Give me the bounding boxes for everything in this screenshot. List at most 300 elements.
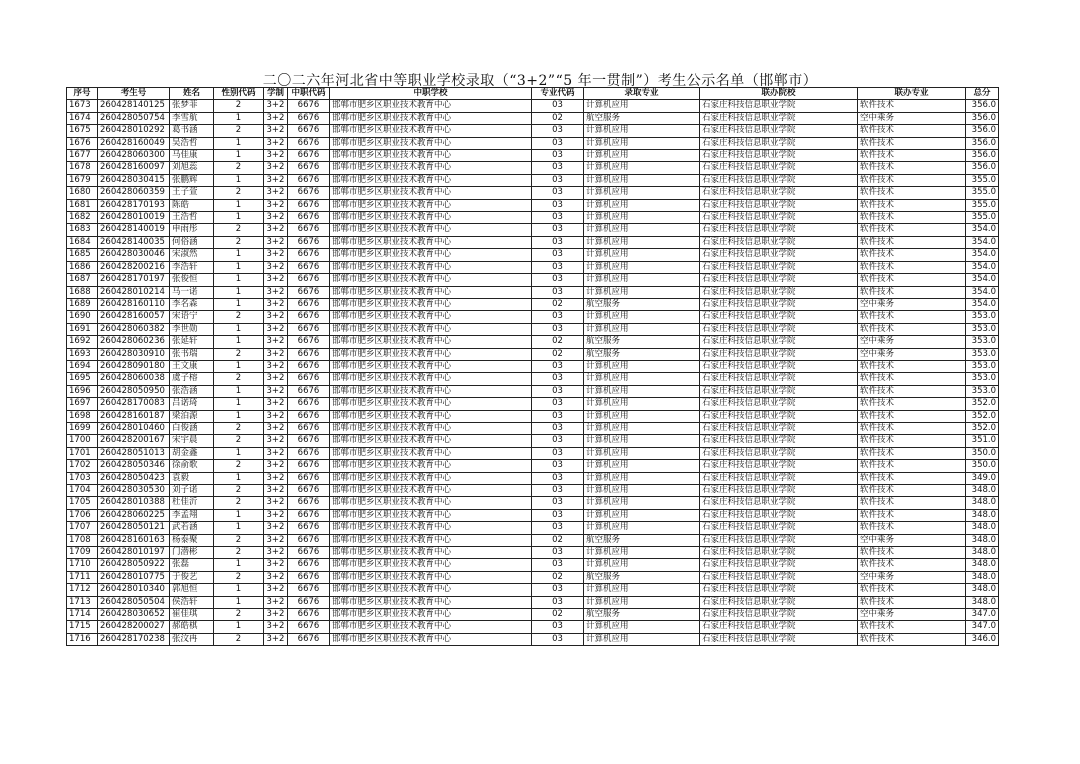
major-cell: 计算机应用 bbox=[584, 373, 700, 385]
total-score-cell: 348.0 bbox=[966, 559, 999, 571]
program-cell: 3+2 bbox=[264, 348, 288, 360]
partner-college-cell: 石家庄科技信息职业学院 bbox=[700, 298, 858, 310]
col-header-total-score: 总分 bbox=[966, 88, 999, 100]
name-cell: 吴浩哲 bbox=[170, 137, 214, 149]
partner-major-cell: 软件技术 bbox=[858, 162, 966, 174]
partner-college-cell: 石家庄科技信息职业学院 bbox=[700, 112, 858, 124]
major-code-cell: 03 bbox=[532, 212, 584, 224]
total-score-cell: 348.0 bbox=[966, 522, 999, 534]
name-cell: 袁毅 bbox=[170, 472, 214, 484]
major-code-cell: 02 bbox=[532, 298, 584, 310]
program-cell: 3+2 bbox=[264, 125, 288, 137]
table-row bbox=[67, 633, 999, 645]
name-cell: 侯浩轩 bbox=[170, 596, 214, 608]
partner-college-cell: 石家庄科技信息职业学院 bbox=[700, 472, 858, 484]
major-code-cell: 03 bbox=[532, 596, 584, 608]
major-code-cell: 03 bbox=[532, 373, 584, 385]
school-cell: 邯郸市肥乡区职业技术教育中心 bbox=[330, 584, 532, 596]
gender-code-cell: 1 bbox=[214, 336, 264, 348]
seq-cell: 1679 bbox=[67, 174, 98, 186]
name-cell: 武若涵 bbox=[170, 522, 214, 534]
total-score-cell: 355.0 bbox=[966, 212, 999, 224]
name-cell: 刘旭蕊 bbox=[170, 162, 214, 174]
exam-id-cell: 260428200027 bbox=[98, 621, 170, 633]
major-code-cell: 03 bbox=[532, 621, 584, 633]
school-cell: 邯郸市肥乡区职业技术教育中心 bbox=[330, 125, 532, 137]
gender-code-cell: 2 bbox=[214, 125, 264, 137]
name-cell: 张汶冉 bbox=[170, 633, 214, 645]
table-row bbox=[67, 596, 999, 608]
major-code-cell: 03 bbox=[532, 249, 584, 261]
seq-cell: 1686 bbox=[67, 261, 98, 273]
seq-cell: 1675 bbox=[67, 125, 98, 137]
total-score-cell: 354.0 bbox=[966, 224, 999, 236]
exam-id-cell: 260428050346 bbox=[98, 460, 170, 472]
school-code-cell: 6676 bbox=[288, 199, 330, 211]
exam-id-cell: 260428160187 bbox=[98, 410, 170, 422]
seq-cell: 1684 bbox=[67, 236, 98, 248]
school-cell: 邯郸市肥乡区职业技术教育中心 bbox=[330, 609, 532, 621]
program-cell: 3+2 bbox=[264, 112, 288, 124]
school-cell: 邯郸市肥乡区职业技术教育中心 bbox=[330, 547, 532, 559]
table-row bbox=[67, 460, 999, 472]
name-cell: 马佳康 bbox=[170, 150, 214, 162]
exam-id-cell: 260428050423 bbox=[98, 472, 170, 484]
major-cell: 计算机应用 bbox=[584, 633, 700, 645]
major-code-cell: 02 bbox=[532, 534, 584, 546]
school-cell: 邯郸市肥乡区职业技术教育中心 bbox=[330, 410, 532, 422]
partner-major-cell: 软件技术 bbox=[858, 398, 966, 410]
major-code-cell: 03 bbox=[532, 497, 584, 509]
school-cell: 邯郸市肥乡区职业技术教育中心 bbox=[330, 360, 532, 372]
major-code-cell: 02 bbox=[532, 348, 584, 360]
name-cell: 杜佳沂 bbox=[170, 497, 214, 509]
name-cell: 梁泊源 bbox=[170, 410, 214, 422]
school-code-cell: 6676 bbox=[288, 298, 330, 310]
exam-id-cell: 260428200216 bbox=[98, 261, 170, 273]
partner-major-cell: 软件技术 bbox=[858, 249, 966, 261]
seq-cell: 1677 bbox=[67, 150, 98, 162]
school-cell: 邯郸市肥乡区职业技术教育中心 bbox=[330, 522, 532, 534]
major-code-cell: 03 bbox=[532, 174, 584, 186]
col-header-name: 姓名 bbox=[170, 88, 214, 100]
gender-code-cell: 2 bbox=[214, 435, 264, 447]
exam-id-cell: 260428170238 bbox=[98, 633, 170, 645]
partner-major-cell: 软件技术 bbox=[858, 385, 966, 397]
school-code-cell: 6676 bbox=[288, 621, 330, 633]
total-score-cell: 356.0 bbox=[966, 100, 999, 112]
partner-college-cell: 石家庄科技信息职业学院 bbox=[700, 162, 858, 174]
gender-code-cell: 1 bbox=[214, 559, 264, 571]
partner-major-cell: 空中乘务 bbox=[858, 534, 966, 546]
program-cell: 3+2 bbox=[264, 336, 288, 348]
school-code-cell: 6676 bbox=[288, 596, 330, 608]
school-code-cell: 6676 bbox=[288, 360, 330, 372]
partner-college-cell: 石家庄科技信息职业学院 bbox=[700, 633, 858, 645]
partner-college-cell: 石家庄科技信息职业学院 bbox=[700, 336, 858, 348]
major-cell: 计算机应用 bbox=[584, 398, 700, 410]
major-cell: 计算机应用 bbox=[584, 286, 700, 298]
col-header-school-code: 中职代码 bbox=[288, 88, 330, 100]
partner-college-cell: 石家庄科技信息职业学院 bbox=[700, 236, 858, 248]
total-score-cell: 353.0 bbox=[966, 360, 999, 372]
major-cell: 计算机应用 bbox=[584, 559, 700, 571]
partner-college-cell: 石家庄科技信息职业学院 bbox=[700, 522, 858, 534]
seq-cell: 1709 bbox=[67, 547, 98, 559]
program-cell: 3+2 bbox=[264, 298, 288, 310]
total-score-cell: 347.0 bbox=[966, 609, 999, 621]
name-cell: 申雨彤 bbox=[170, 224, 214, 236]
program-cell: 3+2 bbox=[264, 398, 288, 410]
total-score-cell: 354.0 bbox=[966, 261, 999, 273]
exam-id-cell: 260428140125 bbox=[98, 100, 170, 112]
table-row bbox=[67, 373, 999, 385]
school-code-cell: 6676 bbox=[288, 162, 330, 174]
program-cell: 3+2 bbox=[264, 249, 288, 261]
partner-college-cell: 石家庄科技信息职业学院 bbox=[700, 460, 858, 472]
seq-cell: 1698 bbox=[67, 410, 98, 422]
partner-major-cell: 软件技术 bbox=[858, 261, 966, 273]
school-cell: 邯郸市肥乡区职业技术教育中心 bbox=[330, 274, 532, 286]
major-code-cell: 03 bbox=[532, 236, 584, 248]
major-code-cell: 03 bbox=[532, 311, 584, 323]
table-row bbox=[67, 559, 999, 571]
exam-id-cell: 260428170193 bbox=[98, 199, 170, 211]
seq-cell: 1700 bbox=[67, 435, 98, 447]
admission-table bbox=[66, 87, 999, 646]
school-code-cell: 6676 bbox=[288, 150, 330, 162]
major-cell: 计算机应用 bbox=[584, 422, 700, 434]
major-cell: 航空服务 bbox=[584, 112, 700, 124]
total-score-cell: 352.0 bbox=[966, 422, 999, 434]
col-header-exam-id: 考生号 bbox=[98, 88, 170, 100]
document-title: 二〇二六年河北省中等职业学校录取（“3+2”“5 年一贯制”）考生公示名单（邯郸市） bbox=[262, 73, 818, 89]
gender-code-cell: 2 bbox=[214, 609, 264, 621]
partner-college-cell: 石家庄科技信息职业学院 bbox=[700, 509, 858, 521]
major-cell: 计算机应用 bbox=[584, 224, 700, 236]
program-cell: 3+2 bbox=[264, 485, 288, 497]
gender-code-cell: 1 bbox=[214, 199, 264, 211]
total-score-cell: 353.0 bbox=[966, 336, 999, 348]
school-cell: 邯郸市肥乡区职业技术教育中心 bbox=[330, 298, 532, 310]
exam-id-cell: 260428170197 bbox=[98, 274, 170, 286]
exam-id-cell: 260428010292 bbox=[98, 125, 170, 137]
school-cell: 邯郸市肥乡区职业技术教育中心 bbox=[330, 100, 532, 112]
gender-code-cell: 1 bbox=[214, 447, 264, 459]
school-code-cell: 6676 bbox=[288, 435, 330, 447]
program-cell: 3+2 bbox=[264, 311, 288, 323]
seq-cell: 1699 bbox=[67, 422, 98, 434]
col-header-program: 学制 bbox=[264, 88, 288, 100]
name-cell: 宋语宁 bbox=[170, 311, 214, 323]
program-cell: 3+2 bbox=[264, 150, 288, 162]
major-code-cell: 03 bbox=[532, 633, 584, 645]
table-row bbox=[67, 336, 999, 348]
school-cell: 邯郸市肥乡区职业技术教育中心 bbox=[330, 286, 532, 298]
name-cell: 徐俞歌 bbox=[170, 460, 214, 472]
school-code-cell: 6676 bbox=[288, 249, 330, 261]
table-row bbox=[67, 348, 999, 360]
exam-id-cell: 260428160049 bbox=[98, 137, 170, 149]
school-code-cell: 6676 bbox=[288, 236, 330, 248]
major-code-cell: 03 bbox=[532, 435, 584, 447]
partner-major-cell: 软件技术 bbox=[858, 410, 966, 422]
name-cell: 虞子榕 bbox=[170, 373, 214, 385]
school-cell: 邯郸市肥乡区职业技术教育中心 bbox=[330, 422, 532, 434]
total-score-cell: 348.0 bbox=[966, 547, 999, 559]
program-cell: 3+2 bbox=[264, 212, 288, 224]
exam-id-cell: 260428030530 bbox=[98, 485, 170, 497]
partner-major-cell: 软件技术 bbox=[858, 596, 966, 608]
gender-code-cell: 2 bbox=[214, 460, 264, 472]
school-code-cell: 6676 bbox=[288, 609, 330, 621]
table-row bbox=[67, 534, 999, 546]
seq-cell: 1690 bbox=[67, 311, 98, 323]
program-cell: 3+2 bbox=[264, 224, 288, 236]
program-cell: 3+2 bbox=[264, 534, 288, 546]
major-code-cell: 03 bbox=[532, 150, 584, 162]
total-score-cell: 355.0 bbox=[966, 174, 999, 186]
school-code-cell: 6676 bbox=[288, 112, 330, 124]
table-row bbox=[67, 187, 999, 199]
name-cell: 李雪航 bbox=[170, 112, 214, 124]
total-score-cell: 354.0 bbox=[966, 286, 999, 298]
total-score-cell: 351.0 bbox=[966, 435, 999, 447]
major-cell: 计算机应用 bbox=[584, 162, 700, 174]
major-cell: 计算机应用 bbox=[584, 621, 700, 633]
partner-major-cell: 软件技术 bbox=[858, 460, 966, 472]
seq-cell: 1676 bbox=[67, 137, 98, 149]
school-code-cell: 6676 bbox=[288, 286, 330, 298]
partner-college-cell: 石家庄科技信息职业学院 bbox=[700, 534, 858, 546]
major-code-cell: 03 bbox=[532, 522, 584, 534]
name-cell: 崔佳琪 bbox=[170, 609, 214, 621]
exam-id-cell: 260428030910 bbox=[98, 348, 170, 360]
partner-major-cell: 空中乘务 bbox=[858, 112, 966, 124]
name-cell: 于俊艺 bbox=[170, 571, 214, 583]
school-code-cell: 6676 bbox=[288, 422, 330, 434]
name-cell: 白俊涵 bbox=[170, 422, 214, 434]
school-code-cell: 6676 bbox=[288, 534, 330, 546]
total-score-cell: 350.0 bbox=[966, 447, 999, 459]
school-cell: 邯郸市肥乡区职业技术教育中心 bbox=[330, 336, 532, 348]
table-row bbox=[67, 162, 999, 174]
gender-code-cell: 1 bbox=[214, 472, 264, 484]
table-row bbox=[67, 212, 999, 224]
major-cell: 航空服务 bbox=[584, 534, 700, 546]
partner-college-cell: 石家庄科技信息职业学院 bbox=[700, 199, 858, 211]
program-cell: 3+2 bbox=[264, 497, 288, 509]
total-score-cell: 349.0 bbox=[966, 472, 999, 484]
partner-college-cell: 石家庄科技信息职业学院 bbox=[700, 360, 858, 372]
gender-code-cell: 1 bbox=[214, 286, 264, 298]
name-cell: 胡金鑫 bbox=[170, 447, 214, 459]
partner-college-cell: 石家庄科技信息职业学院 bbox=[700, 125, 858, 137]
partner-major-cell: 空中乘务 bbox=[858, 298, 966, 310]
school-cell: 邯郸市肥乡区职业技术教育中心 bbox=[330, 224, 532, 236]
seq-cell: 1708 bbox=[67, 534, 98, 546]
gender-code-cell: 2 bbox=[214, 422, 264, 434]
total-score-cell: 346.0 bbox=[966, 633, 999, 645]
partner-college-cell: 石家庄科技信息职业学院 bbox=[700, 596, 858, 608]
gender-code-cell: 2 bbox=[214, 187, 264, 199]
program-cell: 3+2 bbox=[264, 447, 288, 459]
name-cell: 马一诺 bbox=[170, 286, 214, 298]
program-cell: 3+2 bbox=[264, 187, 288, 199]
program-cell: 3+2 bbox=[264, 373, 288, 385]
gender-code-cell: 2 bbox=[214, 224, 264, 236]
seq-cell: 1688 bbox=[67, 286, 98, 298]
exam-id-cell: 260428140019 bbox=[98, 224, 170, 236]
major-cell: 计算机应用 bbox=[584, 274, 700, 286]
major-code-cell: 03 bbox=[532, 559, 584, 571]
seq-cell: 1691 bbox=[67, 323, 98, 335]
school-cell: 邯郸市肥乡区职业技术教育中心 bbox=[330, 348, 532, 360]
exam-id-cell: 260428050504 bbox=[98, 596, 170, 608]
major-cell: 计算机应用 bbox=[584, 261, 700, 273]
partner-college-cell: 石家庄科技信息职业学院 bbox=[700, 447, 858, 459]
col-header-school: 中职学校 bbox=[330, 88, 532, 100]
total-score-cell: 348.0 bbox=[966, 534, 999, 546]
name-cell: 李名森 bbox=[170, 298, 214, 310]
table-row bbox=[67, 410, 999, 422]
major-cell: 计算机应用 bbox=[584, 212, 700, 224]
name-cell: 张浩涵 bbox=[170, 385, 214, 397]
exam-id-cell: 260428200167 bbox=[98, 435, 170, 447]
total-score-cell: 354.0 bbox=[966, 236, 999, 248]
program-cell: 3+2 bbox=[264, 261, 288, 273]
school-cell: 邯郸市肥乡区职业技术教育中心 bbox=[330, 472, 532, 484]
table-row bbox=[67, 125, 999, 137]
table-row bbox=[67, 298, 999, 310]
program-cell: 3+2 bbox=[264, 236, 288, 248]
school-cell: 邯郸市肥乡区职业技术教育中心 bbox=[330, 162, 532, 174]
school-cell: 邯郸市肥乡区职业技术教育中心 bbox=[330, 187, 532, 199]
school-code-cell: 6676 bbox=[288, 323, 330, 335]
partner-college-cell: 石家庄科技信息职业学院 bbox=[700, 100, 858, 112]
table-row bbox=[67, 447, 999, 459]
table-row bbox=[67, 385, 999, 397]
school-cell: 邯郸市肥乡区职业技术教育中心 bbox=[330, 509, 532, 521]
total-score-cell: 350.0 bbox=[966, 460, 999, 472]
major-code-cell: 03 bbox=[532, 162, 584, 174]
partner-college-cell: 石家庄科技信息职业学院 bbox=[700, 150, 858, 162]
partner-major-cell: 软件技术 bbox=[858, 559, 966, 571]
school-cell: 邯郸市肥乡区职业技术教育中心 bbox=[330, 373, 532, 385]
gender-code-cell: 1 bbox=[214, 596, 264, 608]
gender-code-cell: 2 bbox=[214, 373, 264, 385]
name-cell: 张梦菲 bbox=[170, 100, 214, 112]
table-row bbox=[67, 274, 999, 286]
table-row bbox=[67, 497, 999, 509]
school-cell: 邯郸市肥乡区职业技术教育中心 bbox=[330, 534, 532, 546]
total-score-cell: 348.0 bbox=[966, 571, 999, 583]
name-cell: 张俊恒 bbox=[170, 274, 214, 286]
exam-id-cell: 260428160110 bbox=[98, 298, 170, 310]
gender-code-cell: 1 bbox=[214, 522, 264, 534]
partner-college-cell: 石家庄科技信息职业学院 bbox=[700, 373, 858, 385]
seq-cell: 1687 bbox=[67, 274, 98, 286]
exam-id-cell: 260428051013 bbox=[98, 447, 170, 459]
gender-code-cell: 1 bbox=[214, 410, 264, 422]
exam-id-cell: 260428160097 bbox=[98, 162, 170, 174]
program-cell: 3+2 bbox=[264, 174, 288, 186]
seq-cell: 1716 bbox=[67, 633, 98, 645]
total-score-cell: 352.0 bbox=[966, 398, 999, 410]
partner-college-cell: 石家庄科技信息职业学院 bbox=[700, 621, 858, 633]
major-cell: 计算机应用 bbox=[584, 410, 700, 422]
school-code-cell: 6676 bbox=[288, 398, 330, 410]
school-cell: 邯郸市肥乡区职业技术教育中心 bbox=[330, 398, 532, 410]
major-code-cell: 02 bbox=[532, 336, 584, 348]
gender-code-cell: 1 bbox=[214, 150, 264, 162]
table-row bbox=[67, 485, 999, 497]
total-score-cell: 348.0 bbox=[966, 596, 999, 608]
school-code-cell: 6676 bbox=[288, 522, 330, 534]
gender-code-cell: 2 bbox=[214, 497, 264, 509]
seq-cell: 1715 bbox=[67, 621, 98, 633]
table-row bbox=[67, 609, 999, 621]
exam-id-cell: 260428050121 bbox=[98, 522, 170, 534]
partner-college-cell: 石家庄科技信息职业学院 bbox=[700, 249, 858, 261]
major-cell: 航空服务 bbox=[584, 609, 700, 621]
table-header bbox=[67, 88, 999, 100]
seq-cell: 1695 bbox=[67, 373, 98, 385]
gender-code-cell: 1 bbox=[214, 137, 264, 149]
partner-major-cell: 软件技术 bbox=[858, 360, 966, 372]
gender-code-cell: 2 bbox=[214, 100, 264, 112]
major-cell: 计算机应用 bbox=[584, 596, 700, 608]
major-cell: 计算机应用 bbox=[584, 174, 700, 186]
total-score-cell: 348.0 bbox=[966, 509, 999, 521]
total-score-cell: 356.0 bbox=[966, 162, 999, 174]
table-row bbox=[67, 522, 999, 534]
major-code-cell: 03 bbox=[532, 187, 584, 199]
major-code-cell: 03 bbox=[532, 261, 584, 273]
gender-code-cell: 1 bbox=[214, 584, 264, 596]
partner-college-cell: 石家庄科技信息职业学院 bbox=[700, 385, 858, 397]
gender-code-cell: 2 bbox=[214, 311, 264, 323]
major-code-cell: 02 bbox=[532, 112, 584, 124]
partner-college-cell: 石家庄科技信息职业学院 bbox=[700, 212, 858, 224]
major-cell: 计算机应用 bbox=[584, 187, 700, 199]
school-code-cell: 6676 bbox=[288, 311, 330, 323]
seq-cell: 1680 bbox=[67, 187, 98, 199]
partner-major-cell: 软件技术 bbox=[858, 621, 966, 633]
name-cell: 李孟翔 bbox=[170, 509, 214, 521]
major-cell: 计算机应用 bbox=[584, 472, 700, 484]
school-code-cell: 6676 bbox=[288, 559, 330, 571]
name-cell: 李浩轩 bbox=[170, 261, 214, 273]
table-row bbox=[67, 435, 999, 447]
major-code-cell: 03 bbox=[532, 447, 584, 459]
program-cell: 3+2 bbox=[264, 609, 288, 621]
program-cell: 3+2 bbox=[264, 410, 288, 422]
exam-id-cell: 260428030415 bbox=[98, 174, 170, 186]
table-row bbox=[67, 571, 999, 583]
partner-major-cell: 软件技术 bbox=[858, 509, 966, 521]
school-code-cell: 6676 bbox=[288, 100, 330, 112]
school-cell: 邯郸市肥乡区职业技术教育中心 bbox=[330, 460, 532, 472]
major-cell: 计算机应用 bbox=[584, 137, 700, 149]
major-code-cell: 03 bbox=[532, 485, 584, 497]
partner-college-cell: 石家庄科技信息职业学院 bbox=[700, 187, 858, 199]
school-cell: 邯郸市肥乡区职业技术教育中心 bbox=[330, 633, 532, 645]
gender-code-cell: 2 bbox=[214, 633, 264, 645]
school-code-cell: 6676 bbox=[288, 547, 330, 559]
table-row bbox=[67, 323, 999, 335]
program-cell: 3+2 bbox=[264, 522, 288, 534]
